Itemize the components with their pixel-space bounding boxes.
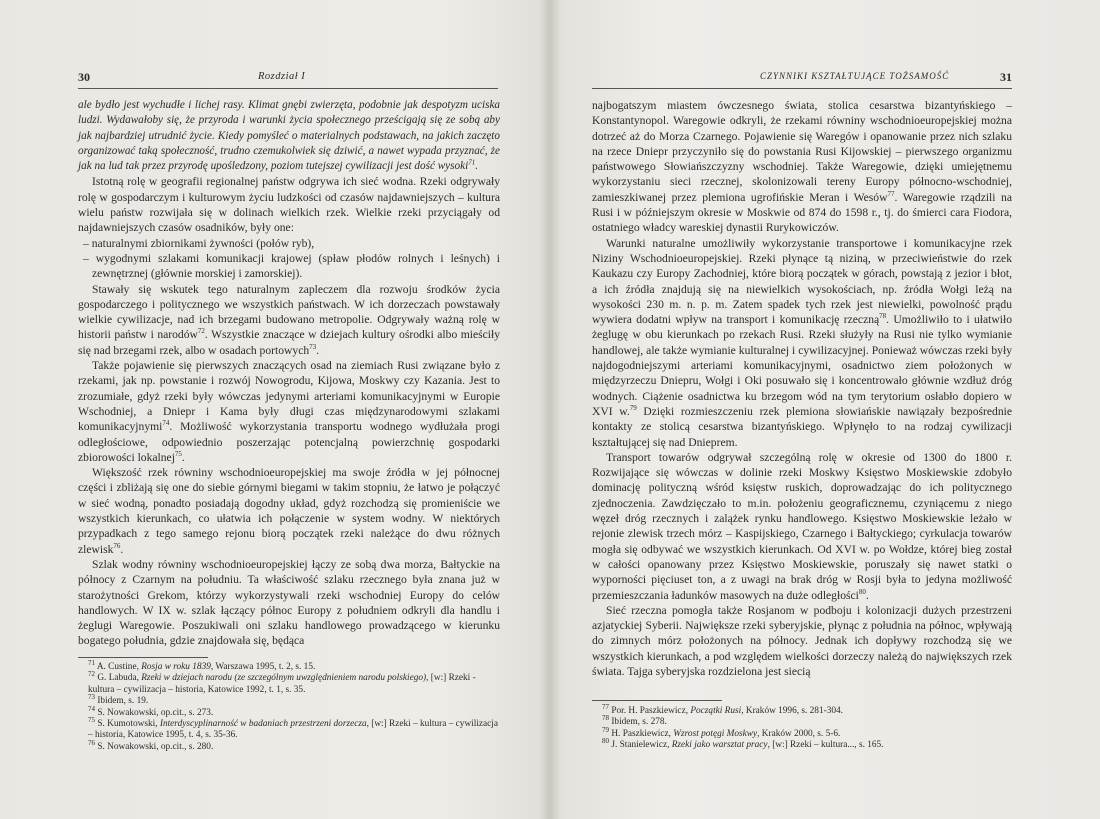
footnote-rule (592, 700, 722, 701)
page-body (592, 98, 1012, 679)
left-page (0, 0, 548, 819)
footnote-ref: 71 (468, 158, 476, 167)
running-head (592, 70, 1012, 89)
footnote-ref: 74 (162, 419, 170, 428)
right-page (552, 0, 1100, 819)
paragraph: Istotną rolę w geografii regionalnej państw odgrywa ich sieć wodna. Rzeki odgrywały rolę w gospodarczym i kulturowym życiu ludzkości od czasów najdawniejszych – kultura wielu państw rozwijała się w dolinach wielkich rzek. Wielkie rzeki przyciągały od najdawniejszych czasów osadników, były one: (78, 175, 500, 235)
footnote: $^{73}$ Ibidem, s. 19. (88, 693, 149, 707)
footnote-ref: 80 (858, 587, 866, 596)
paragraph: Transport towarów odgrywał szczególną rolę w okresie od 1300 do 1800 r. Rozwijające się wówczas w dolinie rzeki Moskwy Księstwo Moskiewskie zdobyło dominację polityczną wśród księstw ruskich, doprowadzając do ich politycznego zjednoczenia. Zawdzięczało to m.in. położeniu geograficznemu, czyniącemu z niego węzeł dróg rzecznych i zalążek rynku handlowego. Księstwo Moskiewskie leżało w rejonie zlewisk trzech mórz – Kaspijskiego, Czarnego i Bałtyckiego; cyrkulacja towarów mogła się odbywać we wszystkich kierunkach. Od XVI w. po Wołdze, której bieg został w całości opanowany przez Księstwo Moskiewskie, poruszały się nawet statki o wyporności pięciuset ton, a z uwagi na brak dróg w Rosji była to jedyna możliwość przemieszczania ładunków masowych na duże odległości$^{80}$. (592, 450, 1012, 602)
paragraph: Większość rzek równiny wschodnioeuropejskiej ma swoje źródła w jej północnej części i zbliżają się one do siebie górnymi biegami w takim stopniu, że łatwo je połączyć w sieć wodną, ponadto posiadają dogodny układ, gdyż rozchodzą się promieniście we wszystkich kierunkach, co ułatwia ich połączenie w system wodny. W niektórych przypadkach z tego samego rejonu biorą początek rzeki należące do dwu różnych zlewisk$^{76}$. (78, 466, 500, 556)
footnote-ref: 77 (887, 189, 895, 198)
footnote: $^{75}$ S. Kumotowski, Interdyscyplinarność w badaniach przestrzeni dorzecza, [w:] Rzeki – kultura – cywilizacja – historia, Katowice 1995, t. 4, s. 35-36. (88, 715, 498, 741)
footnote-ref: 72 (197, 327, 205, 336)
page-number: 30 (78, 70, 90, 84)
page-body (78, 98, 500, 649)
running-head-title: Rozdział I (258, 71, 306, 82)
paragraph: najbogatszym miastem ówczesnego świata, stolica cesarstwa bizantyńskiego – Konstantynopol. Waregowie odkryli, że rzekami równiny wschodnioeuropejskiej można dotrzeć aż do Morza Czarnego. Pojawienie się Waregów i opanowanie przez nich szlaku na rzece Dniepr przyczyniło się do powstania Rusi Kijowskiej – pierwszego organizmu państwowego Słowiańszczyzny wschodniej. Także Waregowie, dzięki umiejętnemu wykorzystaniu sieci rzecznej, skolonizowali tereny Europy północno-wschodniej, zamieszkiwanej przez plemiona ugrofińskie Meran i Wesów$^{77}$. Waregowie rządzili na Rusi i w późniejszym okresie w Moskwie od 874 do 1598 r., tj. do śmierci cara Fiodora, ostatniego władcy wareskiej dynastii Rurykowiczów. (592, 99, 1012, 235)
page-number: 31 (1000, 70, 1012, 84)
paragraph: Sieć rzeczna pomogła także Rosjanom w podboju i kolonizacji dużych przestrzeni azjatyckiej Syberii. Największe rzeki syberyjskie, płynąc z południa na północ, wpływają do zimnych mórz położonych na północy. Jednak ich dopływy rozchodzą się we wszystkich kierunkach, a pod względem wielkości dorzeczy należą do największych rzek świata. Tajga syberyjska rozdzielona jest siecią (592, 603, 1012, 678)
footnotes (592, 702, 1012, 752)
footnote: $^{77}$ Por. H. Paszkiewicz, Początki Rusi, Kraków 1996, s. 281-304. (602, 702, 843, 716)
footnote-rule (78, 657, 208, 658)
paragraph: Także pojawienie się pierwszych znaczących osad na ziemiach Rusi związane było z rzekami, jak np. powstanie i rozwój Nowogrodu, Kijowa, Moskwy czy Kazania. Jest to zrozumiałe, gdyż rzeki były wówczas jedynymi arteriami komunikacyjnymi w Europie Wschodniej, a Dniepr i Kama były długi czas międzynarodowymi szlakami komunikacyjnymi$^{74}$. Możliwość wykorzystania transportu wodnego wydłużała progi odległościowe, odpowiednio poszerzając potencjalną powierzchnię gospodarki zbiorowości lokalnej$^{75}$. (78, 359, 500, 464)
footnote-ref: 76 (113, 541, 121, 550)
paragraph: Stawały się wskutek tego naturalnym zapleczem dla rozwoju środków życia gospodarczego i politycznego we wszystkich państwach. W ich dorzeczach powstawały wielkie cywilizacje, nad ich brzegami budowano metropolie. Odgrywały ważną rolę w historii państw i narodów$^{72}$. Wszystkie znaczące w dziejach kultury ośrodki albo mieściły się nad brzegami rzek, albo w osadach portowych$^{73}$. (78, 282, 500, 357)
footnote: $^{74}$ S. Nowakowski, op.cit., s. 273. (88, 704, 214, 718)
paragraph: Warunki naturalne umożliwiły wykorzystanie transportowe i komunikacyjne rzek Niziny Wschodnioeuropejskiej. Rzeki płynące tą niziną, w przeciwieństwie do rzek Kaukazu czy Europy Zachodniej, które biorą początek w górach, powstają z jezior i błot, a ich źródła znajdują się na niewielkich wysokościach, np. źródła Wołgi leżą na wysokości 230 m. n. p. m. Zatem spadek tych rzek jest niewielki, powolność prądu wywiera dodatni wpływ na transport i komunikację rzeczną$^{78}$. Umożliwiło to i ułatwiło żeglugę w obu kierunkach po rzekach Rusi. Rzeki służyły na Rusi nie tylko wymianie handlowej, ale także wymianie kulturalnej i cywilizacyjnej. Ponieważ wówczas rzeki były najdogodniejszymi arteriami komunikacyjnymi, osadnictwo ziem położonych w międzyrzeczu Dniepru, Wołgi i Oki posuwało się i koncentrowało głównie wzdłuż dróg wodnych. Ciążenie osadnictwa ku brzegom wód na tym terytorium osłabło dopiero w XVI w.$^{79}$ Dzięki rozmieszczeniu rzek plemiona słowiańskie nawiązały bezpośrednie kontakty ze stolicą cesarstwa bizantyńskiego. Wpłynęło to na rodzaj cywilizacji kształtującej się nad Dnieprem. (592, 236, 1012, 449)
footnote: $^{76}$ S. Nowakowski, op.cit., s. 280. (88, 738, 214, 752)
footnote-ref: 75 (174, 449, 182, 458)
footnote-ref: 78 (879, 312, 887, 321)
footnote: $^{72}$ G. Labuda, Rzeki w dziejach narodu (ze szczególnym uwzględnieniem narodu polskiego), [w:] Rzeki - kultura – cywilizacja – historia, Katowice 1992, t. 1, s. 35. (88, 670, 476, 695)
paragraph: ale bydło jest wychudłe i lichej rasy. Klimat gnębi zwierzęta, podobnie jak despotyzm uciska ludzi. Wydawałoby się, że przyroda i warunki życia społecznego prześcigają się ze sobą aby jak najbardziej utrudnić życie. Kiedy pomyśleć o materialnych podstawach, na jakich zaczęto organizować taką społeczność, trudno czemukolwiek się dziwić, a nawet wypada przyznać, że jak na lud tak przez przyrodę upośledzony, poziom tutejszej cywilizacji jest dość wysoki$^{71}$. (78, 99, 500, 173)
footnote-ref: 79 (629, 404, 637, 413)
footnotes (78, 658, 500, 753)
footnote: $^{80}$ J. Stanielewicz, Rzeki jako warsztat pracy, [w:] Rzeki – kultura..., s. 165. (602, 737, 884, 751)
running-head-title: CZYNNIKI KSZTAŁTUJĄCE TOŻSAMOŚĆ (760, 71, 950, 81)
list (78, 236, 500, 282)
list-item: – naturalnymi zbiornikami żywności (połów ryb), (78, 236, 500, 251)
running-head (78, 70, 498, 89)
footnote: $^{79}$ H. Paszkiewicz, Wzrost potęgi Moskwy, Kraków 2000, s. 5-6. (602, 725, 841, 739)
footnote: $^{78}$ Ibidem, s. 278. (602, 714, 667, 728)
list-item: – wygodnymi szlakami komunikacji krajowej (spław płodów rolnych i leśnych) i zewnętrznej (głównie morskiej i zamorskiej). (78, 251, 500, 282)
footnote: $^{71}$ A. Custine, Rosja w roku 1839, Warszawa 1995, t. 2, s. 15. (88, 658, 316, 672)
footnote-ref: 73 (309, 342, 317, 351)
paragraph: Szlak wodny równiny wschodnioeuropejskiej łączy ze sobą dwa morza, Bałtyckie na północy z Czarnym na południu. Ta właściwość szlaku rzecznego była znana już w starożytności Grekom, którzy wykorzystywali rzeki wschodniej Europy do celów handlowych. W IX w. szlak łączący północ Europy z południem odkryli dla handlu i żeglugi Waregowie. Poszukiwali oni szlaku handlowego prowadzącego w kierunku bogatego południa, gdzie znajdowała się, będąca (78, 557, 500, 648)
